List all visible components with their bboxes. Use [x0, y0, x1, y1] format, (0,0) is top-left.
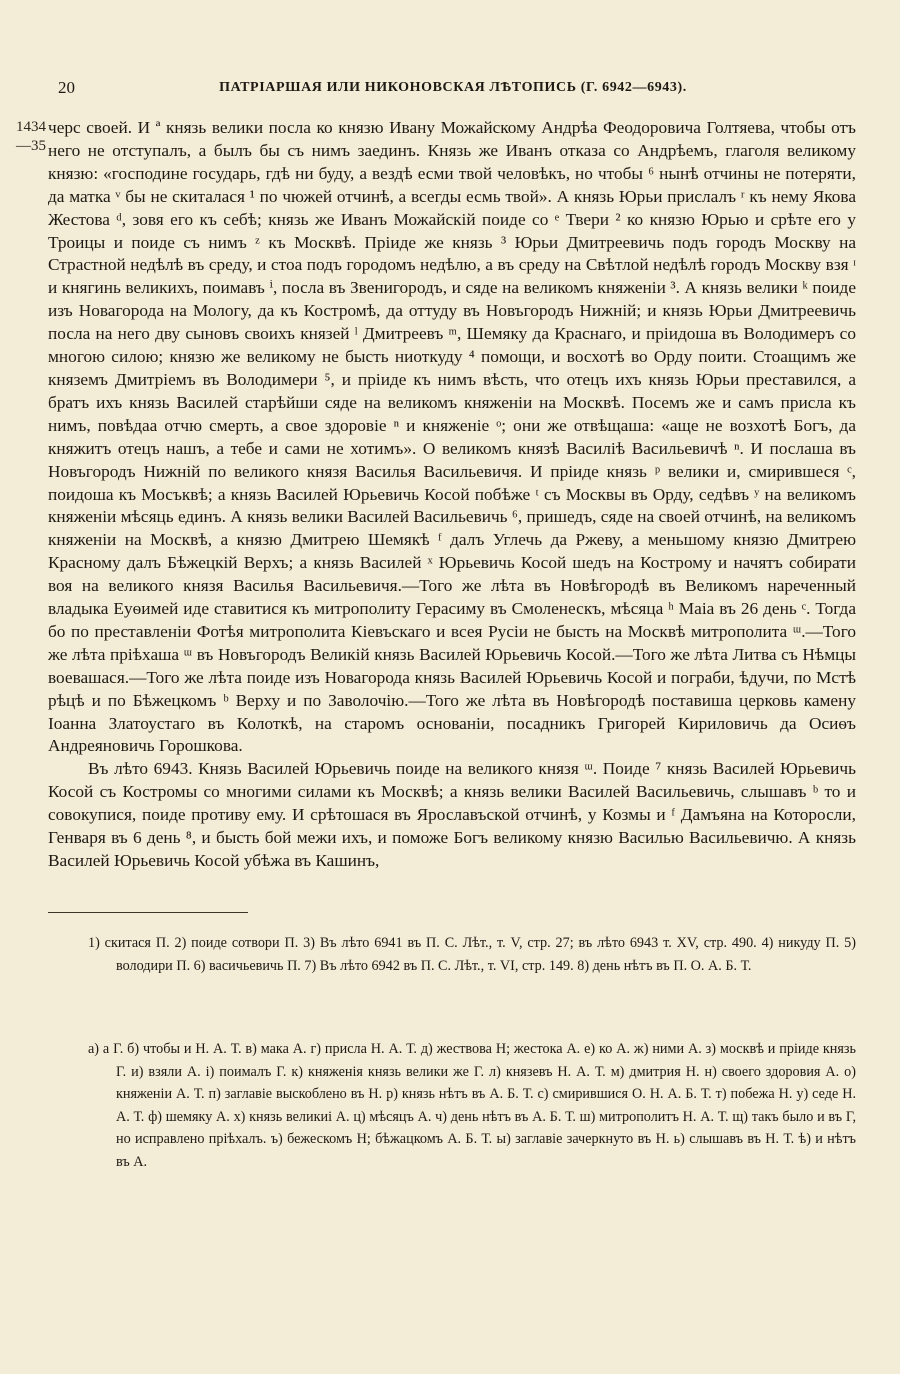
paragraph-1: черс своей. И ª князь велики посла ко князю Ивану Можайскому Андрѣа Феодоровича Голтяева, чтобы отъ него не отступалъ, а былъ бы съ нимъ заединъ. Князь же Иванъ отказа со Андрѣемъ, глаголя великому князю: «господине государь, гдѣ ни буду, а вездѣ есми твой человѣкъ, но чтобы ⁶ нынѣ отчины не потеряти, да матка ᵛ бы не скиталася ¹ по чюжей отчинѣ, а всегды есмь твой». А князь Юрьи прислалъ ʳ къ нему Якова Жестова ᵈ, зовя его къ себѣ; князь же Иванъ Можайскій поиде со ᵉ Твери ² ко князю Юрью и срѣте его у Троицы и поиде съ нимъ ᶻ къ Москвѣ. Пріиде же князь ³ Юрьи Дмитреевичь подъ городъ Москву на Страстной недѣлѣ въ среду, и стоа подъ городомъ недѣлю, а въ среду на Свѣтлой недѣлѣ городъ Москву взя ᶦ и княгинь великихъ, поимавъ ⁱ, посла въ Звенигородъ, и сяде на великомъ княженіи ³. А князь велики ᵏ поиде изъ Новагорода на Мологу, да къ Костромѣ, да оттуду въ Новъгородъ Нижній; и князь Юрьи Дмитреевичь посла на него дву сыновъ своихъ князей ˡ Дмитреевъ ᵐ, Шемяку да Краснаго, и пріидоша въ Володимеръ со многою силою; князю же великому не бысть ниоткуду ⁴ помощи, и восхотѣ во Орду поити. Стоащимъ же княземъ Дмитріемъ въ Володимери ⁵, и пріиде къ нимъ вѣсть, что отецъ ихъ князь Юрьи преставился, а братъ ихъ князь Василей старѣйши сяде на великомъ княженіи на Москвѣ. Посемъ же и самъ присла къ нимъ, повѣдаа отчю смерть, а свое здоровіе ⁿ и княженіе ᵒ; они же отвѣщаша: «аще не возхотѣ Богъ, да княжитъ отецъ нашъ, а тебе и сами не хотимъ». О великомъ князѣ Василіѣ Васильевичѣ ⁿ. И послаша въ Новъгородъ Нижній по великого князя Василья Васильевичя. И пріиде князь ᵖ велики и, смирившеся ᶜ, поидоша къ Мосъквѣ; а князь Василей Юрьевичь Косой побѣже ᵗ съ Москвы въ Орду, седѣвъ ʸ на великомъ княженіи мѣсяць единъ. А князь велики Василей Васильевичь ⁶, пришедъ, сяде на своей отчинѣ, на великомъ княженіи на Москвѣ, а князю Дмитрею Шемякѣ ᶠ далъ Углечь да Ржеву, а меньшому князю Дмитрею Красному далъ Бѣжецкій Верхъ; а князь Василей ˣ Юрьевичь Косой шедъ на Кострому и начятъ собирати воя на великого князя Василья Васильевичя.—Того же лѣта въ Новѣгородѣ въ Великомъ нареченный владыка Еуѳимей иде ставитися къ митрополиту Герасиму въ Смоленескъ, мѣсяца ʰ Маіа въ 26 день ᶜ. Тогда бо по преставленіи Фотѣя митрополита Кіевъскаго и всея Русіи не бысть на Москвѣ митрополита ᵚ.—Того же лѣта пріѣхаша ᵚ въ Новъгородъ Великій князь Василей Юрьевичь Косой.—Того же лѣта Литва съ Нѣмцы воевашася.—Того же лѣта поиде изъ Новагорода князь Василей Юрьевичь Косой и пограби, ѣдучи, по Мстѣ рѣцѣ и по Бѣжецкомъ ᵇ Верху и по Заволочію.—Того же лѣта въ Новѣгородѣ поставиша церковь камену Іоанна Златоустаго въ Колоткѣ, на старомъ основаніи, посадникъ Григорей Кириловичь да Осиѳъ Андреяновичь Горошкова. [48, 118, 856, 756]
footnote-divider [48, 912, 248, 913]
page-number: 20 [58, 78, 75, 97]
paragraph-2: Въ лѣто 6943. Князь Василей Юрьевичь поиде на великого князя ᵚ. Поиде ⁷ князь Василей Юрьевичь Косой съ Костромы со многими силами къ Москвѣ; а князь велики Василей Васильевичь, слышавъ ᵇ то и совокупися, поиде противу ему. И срѣтошася въ Ярославъской отчинѣ, у Козмы и ᶠ Дамъяна на Которосли, Генваря въ 6 день ⁸, и бысть бой межи ихъ, и поможе Богъ великому князю Василью Васильевичю. А князь Василей Юрьевичь Косой убѣжа въ Кашинъ, [48, 759, 856, 870]
running-title: ПАТРІАРШАЯ ИЛИ НИКОНОВСКАЯ ЛѢТОПИСЬ (Г. 6942—6943). [219, 80, 687, 95]
margin-year-top: 1434 [16, 119, 46, 135]
margin-year-bottom: —35 [16, 138, 46, 154]
footnotes-lettered: а) а Г. б) чтобы и Н. А. Т. в) мака А. г) присла Н. А. Т. д) жествова Н; жестока А. е) ко А. ж) ними А. з) москвѣ и пріиде князь Г. и) взяли А. і) поималъ Г. к) княженія князь велики же Г. л) князевъ Н. А. Т. м) дмитрия Н. н) своего здоровия А. о) княженіи А. Т. п) заглавіе выскоблено въ Н. р) князь нѣтъ въ А. Б. Т. с) смирившися О. Н. А. Б. Т. т) побежа Н. у) седе Н. А. Т. ф) шемяку А. х) князь великиі А. ц) мѣсяцъ А. ч) день нѣтъ въ А. Б. Т. ш) митрополитъ Н. А. Т. щ) такъ было и въ Г, но исправлено пріѣхалъ. ъ) бежескомъ Н; бѣжацкомъ А. Б. Т. ы) заглавіе зачеркнуто въ Н. ь) слышавъ въ Н. Т. ѣ) и нѣтъ въ А. [88, 1041, 856, 1170]
main-text [48, 117, 856, 873]
page-header [58, 78, 848, 104]
footnotes-numeric: 1) скитася П. 2) поиде сотвори П. 3) Въ лѣто 6941 въ П. С. Лѣт., т. V, стр. 27; въ лѣто 6943 т. XV, стр. 490. 4) никуду П. 5) володири П. 6) васичьевичь П. 7) Въ лѣто 6942 въ П. С. Лѣт., т. VI, стр. 149. 8) день нѣтъ въ П. О. А. Б. Т. [88, 935, 856, 974]
